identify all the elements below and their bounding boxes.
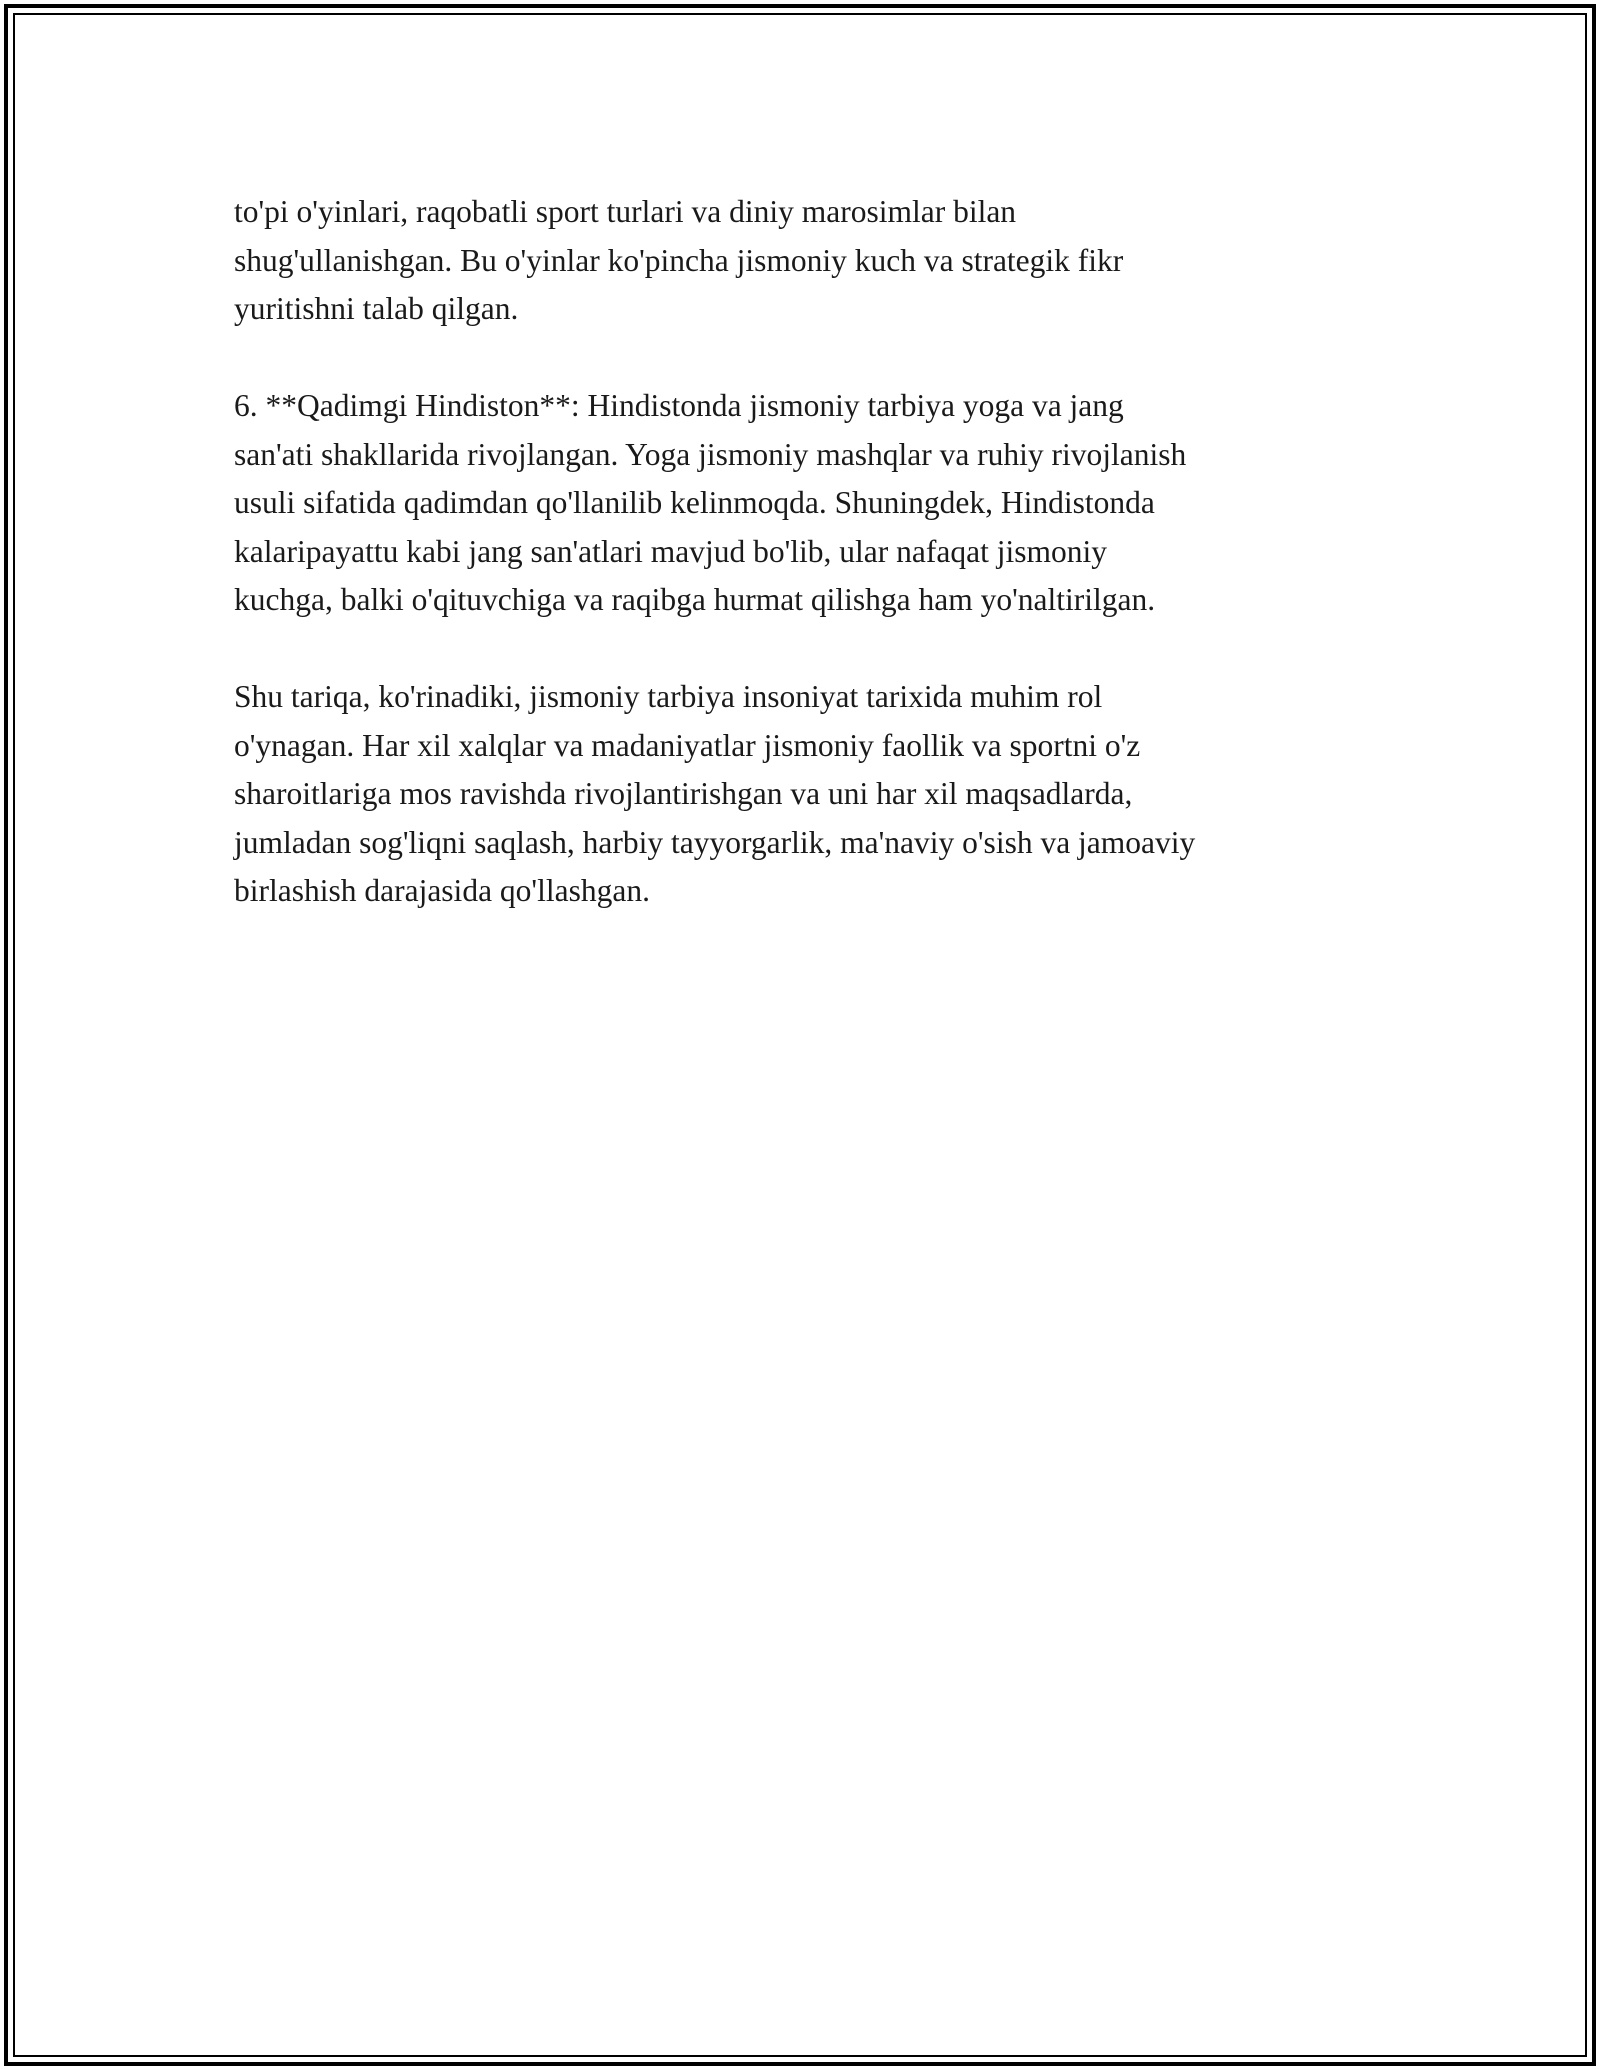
text-line: san'ati shakllarida rivojlangan. Yoga jismoniy mashqlar va ruhiy rivojlanish [234, 436, 1187, 472]
text-line: to'pi o'yinlari, raqobatli sport turlari va diniy marosimlar bilan [234, 194, 1017, 229]
text-line: o'ynagan. Har xil xalqlar va madaniyatlar jismoniy faollik va sportni o'z [234, 727, 1141, 763]
text-line: sharoitlariga mos ravishda rivojlantirishgan va uni har xil maqsadlarda, [234, 776, 1133, 811]
text-line: kuchga, balki o'qituvchiga va raqibga hurmat qilishga ham yo'naltirilgan. [234, 582, 1156, 617]
text-line: Shu tariqa, ko'rinadiki, jismoniy tarbiya insoniyat tarixida muhim rol [234, 679, 1103, 714]
text-line: kalaripayattu kabi jang san'atlari mavjud bo'lib, ular nafaqat jismoniy [234, 533, 1107, 569]
text-line: birlashish darajasida qo'llashgan. [234, 873, 650, 908]
paragraph [234, 188, 1364, 334]
text-line: jumladan sog'liqni saqlash, harbiy tayyorgarlik, ma'naviy o'sish va jamoaviy [234, 824, 1196, 860]
text-line: usuli sifatida qadimdan qo'llanilib kelinmoqda. Shuningdek, Hindistonda [234, 485, 1155, 520]
text-line: yuritishni talab qilgan. [234, 291, 519, 326]
document-body [234, 188, 1364, 964]
text-line: shug'ullanishgan. Bu o'yinlar ko'pincha jismoniy kuch va strategik fikr [234, 242, 1124, 278]
paragraph [234, 673, 1364, 916]
text-line: 6. **Qadimgi Hindiston**: Hindistonda jismoniy tarbiya yoga va jang [234, 388, 1124, 423]
paragraph [234, 382, 1364, 625]
